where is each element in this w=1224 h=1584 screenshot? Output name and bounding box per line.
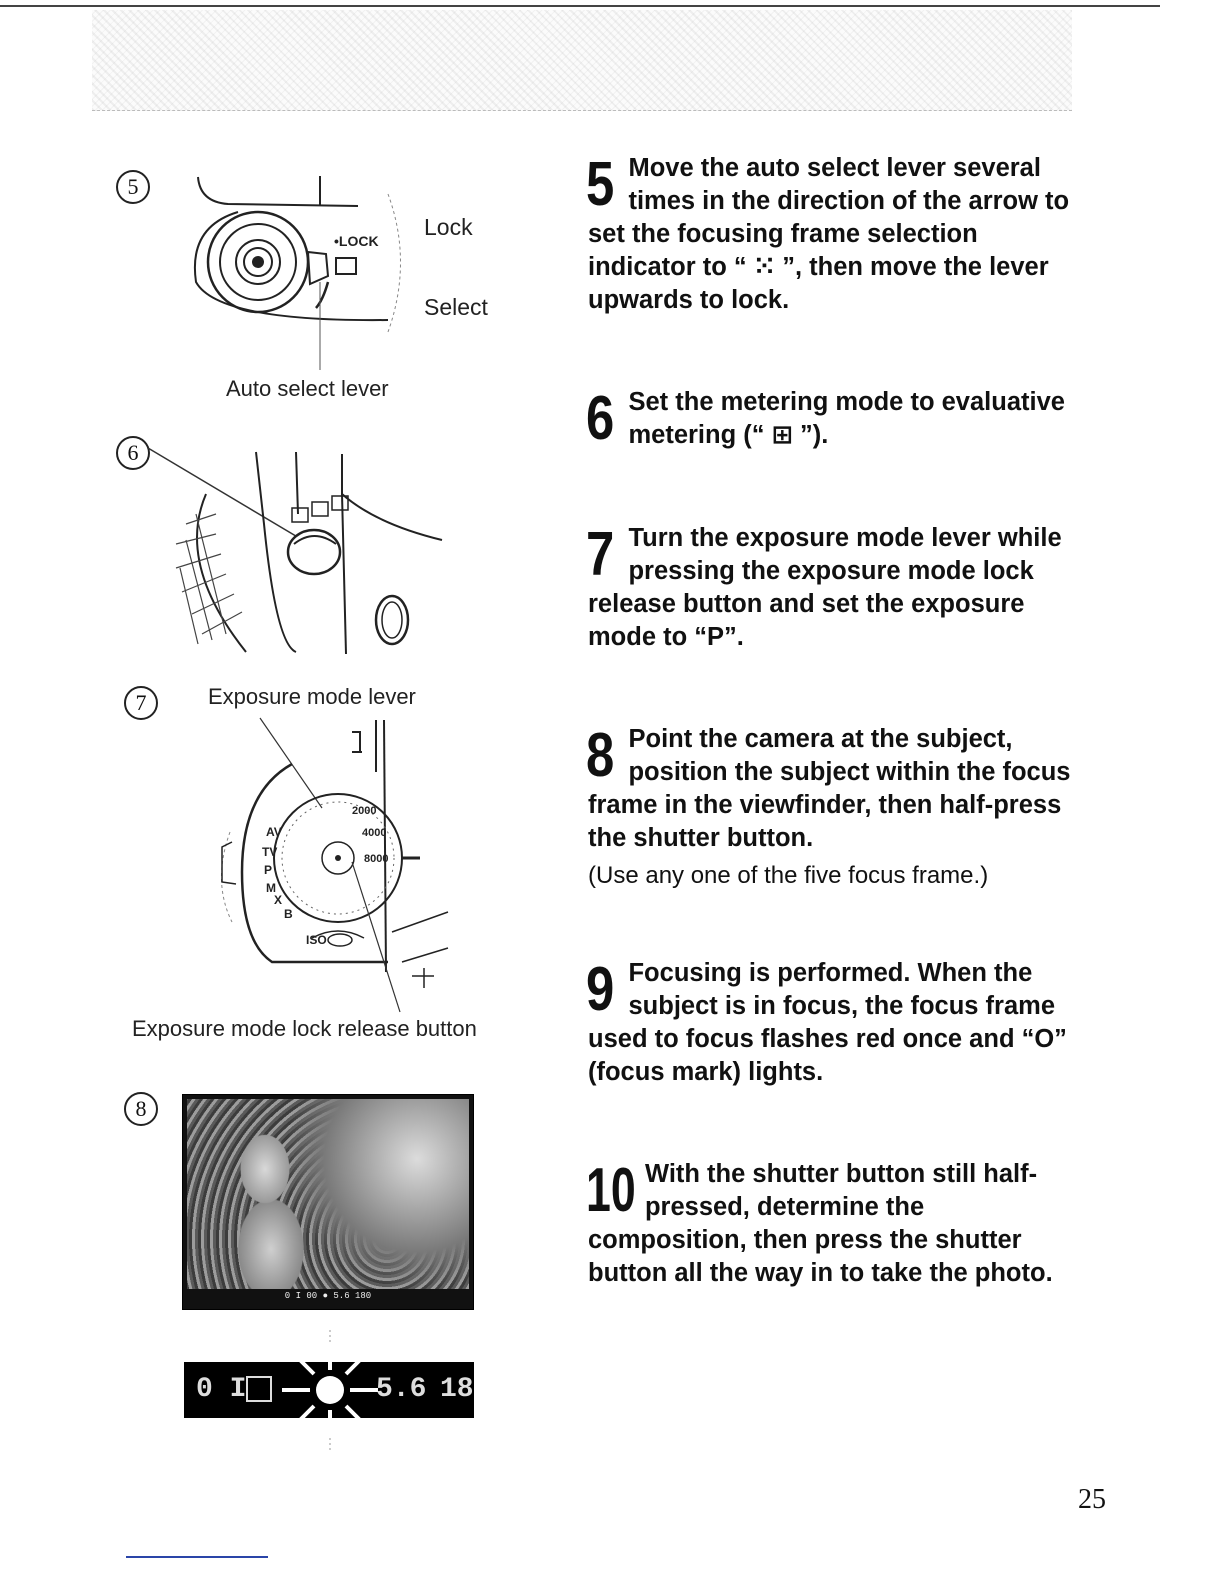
top-rule [0, 5, 1160, 7]
step-10-text: With the shutter button still half-pressed, determine the composition, then press the shutter button all the way in to take the photo. [588, 1160, 1053, 1287]
figure-number-5: 5 [116, 170, 150, 204]
step-8-note: (Use any one of the five focus frame.) [588, 862, 989, 889]
step-10-number: 10 [586, 1156, 636, 1225]
step-9-text: Focusing is performed. When the subject is in focus, the focus frame used to focus flashes red once and “O” (focus mark) lights. [588, 959, 1067, 1086]
dial-tv: TV [262, 845, 278, 859]
viewfinder-info-text: 0 I 00 ● 5.6 180 [284, 1291, 372, 1301]
lock-mark-label: •LOCK [334, 233, 379, 249]
dial-x: X [274, 893, 283, 907]
dial-2000: 2000 [352, 805, 377, 817]
metering-icon [246, 1376, 272, 1402]
step-5-number: 5 [586, 150, 615, 219]
metering-mode-illustration [146, 444, 446, 656]
step-8-text: Point the camera at the subject, position the subject within the focus frame in the viewfinder, then half-press the shutter button. [588, 725, 1071, 852]
step-7-number: 7 [586, 520, 615, 589]
dial-iso: ISO [306, 933, 327, 947]
header-band [92, 10, 1072, 111]
figure-number-7: 7 [124, 686, 158, 720]
step-6-text: Set the metering mode to evaluative metering (“ ⊞ ”). [628, 388, 1065, 449]
display-left-digits: 0 I [196, 1374, 247, 1405]
step-8 [588, 723, 1088, 892]
figure-number-8: 8 [124, 1092, 158, 1126]
step-5 [588, 152, 1088, 317]
step-7-text: Turn the exposure mode lever while pressing the exposure mode lock release button and set the exposure mode to “P”. [588, 524, 1062, 651]
display-aperture: 5.6 [376, 1374, 427, 1405]
lock-label: Lock [424, 214, 473, 240]
dial-p: P [264, 863, 273, 877]
select-label: Select [424, 294, 488, 320]
step-6-number: 6 [586, 384, 615, 453]
dial-8000: 8000 [364, 853, 389, 865]
display-right-digits: 18 [440, 1374, 474, 1405]
step-6 [588, 386, 1088, 452]
lock-release-button-caption: Exposure mode lock release button [132, 1016, 477, 1041]
dial-av: AV [266, 825, 282, 839]
dial-m: M [266, 881, 276, 895]
step-7 [588, 522, 1088, 654]
exposure-mode-dial-illustration [212, 712, 452, 1018]
auto-select-lever-illustration [188, 172, 418, 372]
bottom-rule [126, 1556, 268, 1558]
exposure-mode-lever-caption: Exposure mode lever [208, 684, 416, 709]
viewfinder-scene [187, 1099, 469, 1289]
auto-select-lever-caption: Auto select lever [226, 376, 389, 401]
step-10 [588, 1158, 1088, 1290]
dial-b: B [284, 907, 293, 921]
viewfinder-photo [182, 1094, 474, 1310]
dial-4000: 4000 [362, 827, 387, 839]
step-9-number: 9 [586, 955, 615, 1024]
figure-number-6: 6 [116, 436, 150, 470]
page-number: 25 [1078, 1484, 1106, 1515]
step-8-number: 8 [586, 721, 615, 790]
step-5-text: Move the auto select lever several times in the direction of the arrow to set the focusing frame selection indicator to “ ⁙ ”, then move the lever upwards to lock. [588, 154, 1070, 314]
focus-mark-flash-icon [270, 1330, 390, 1450]
step-9 [588, 957, 1088, 1089]
